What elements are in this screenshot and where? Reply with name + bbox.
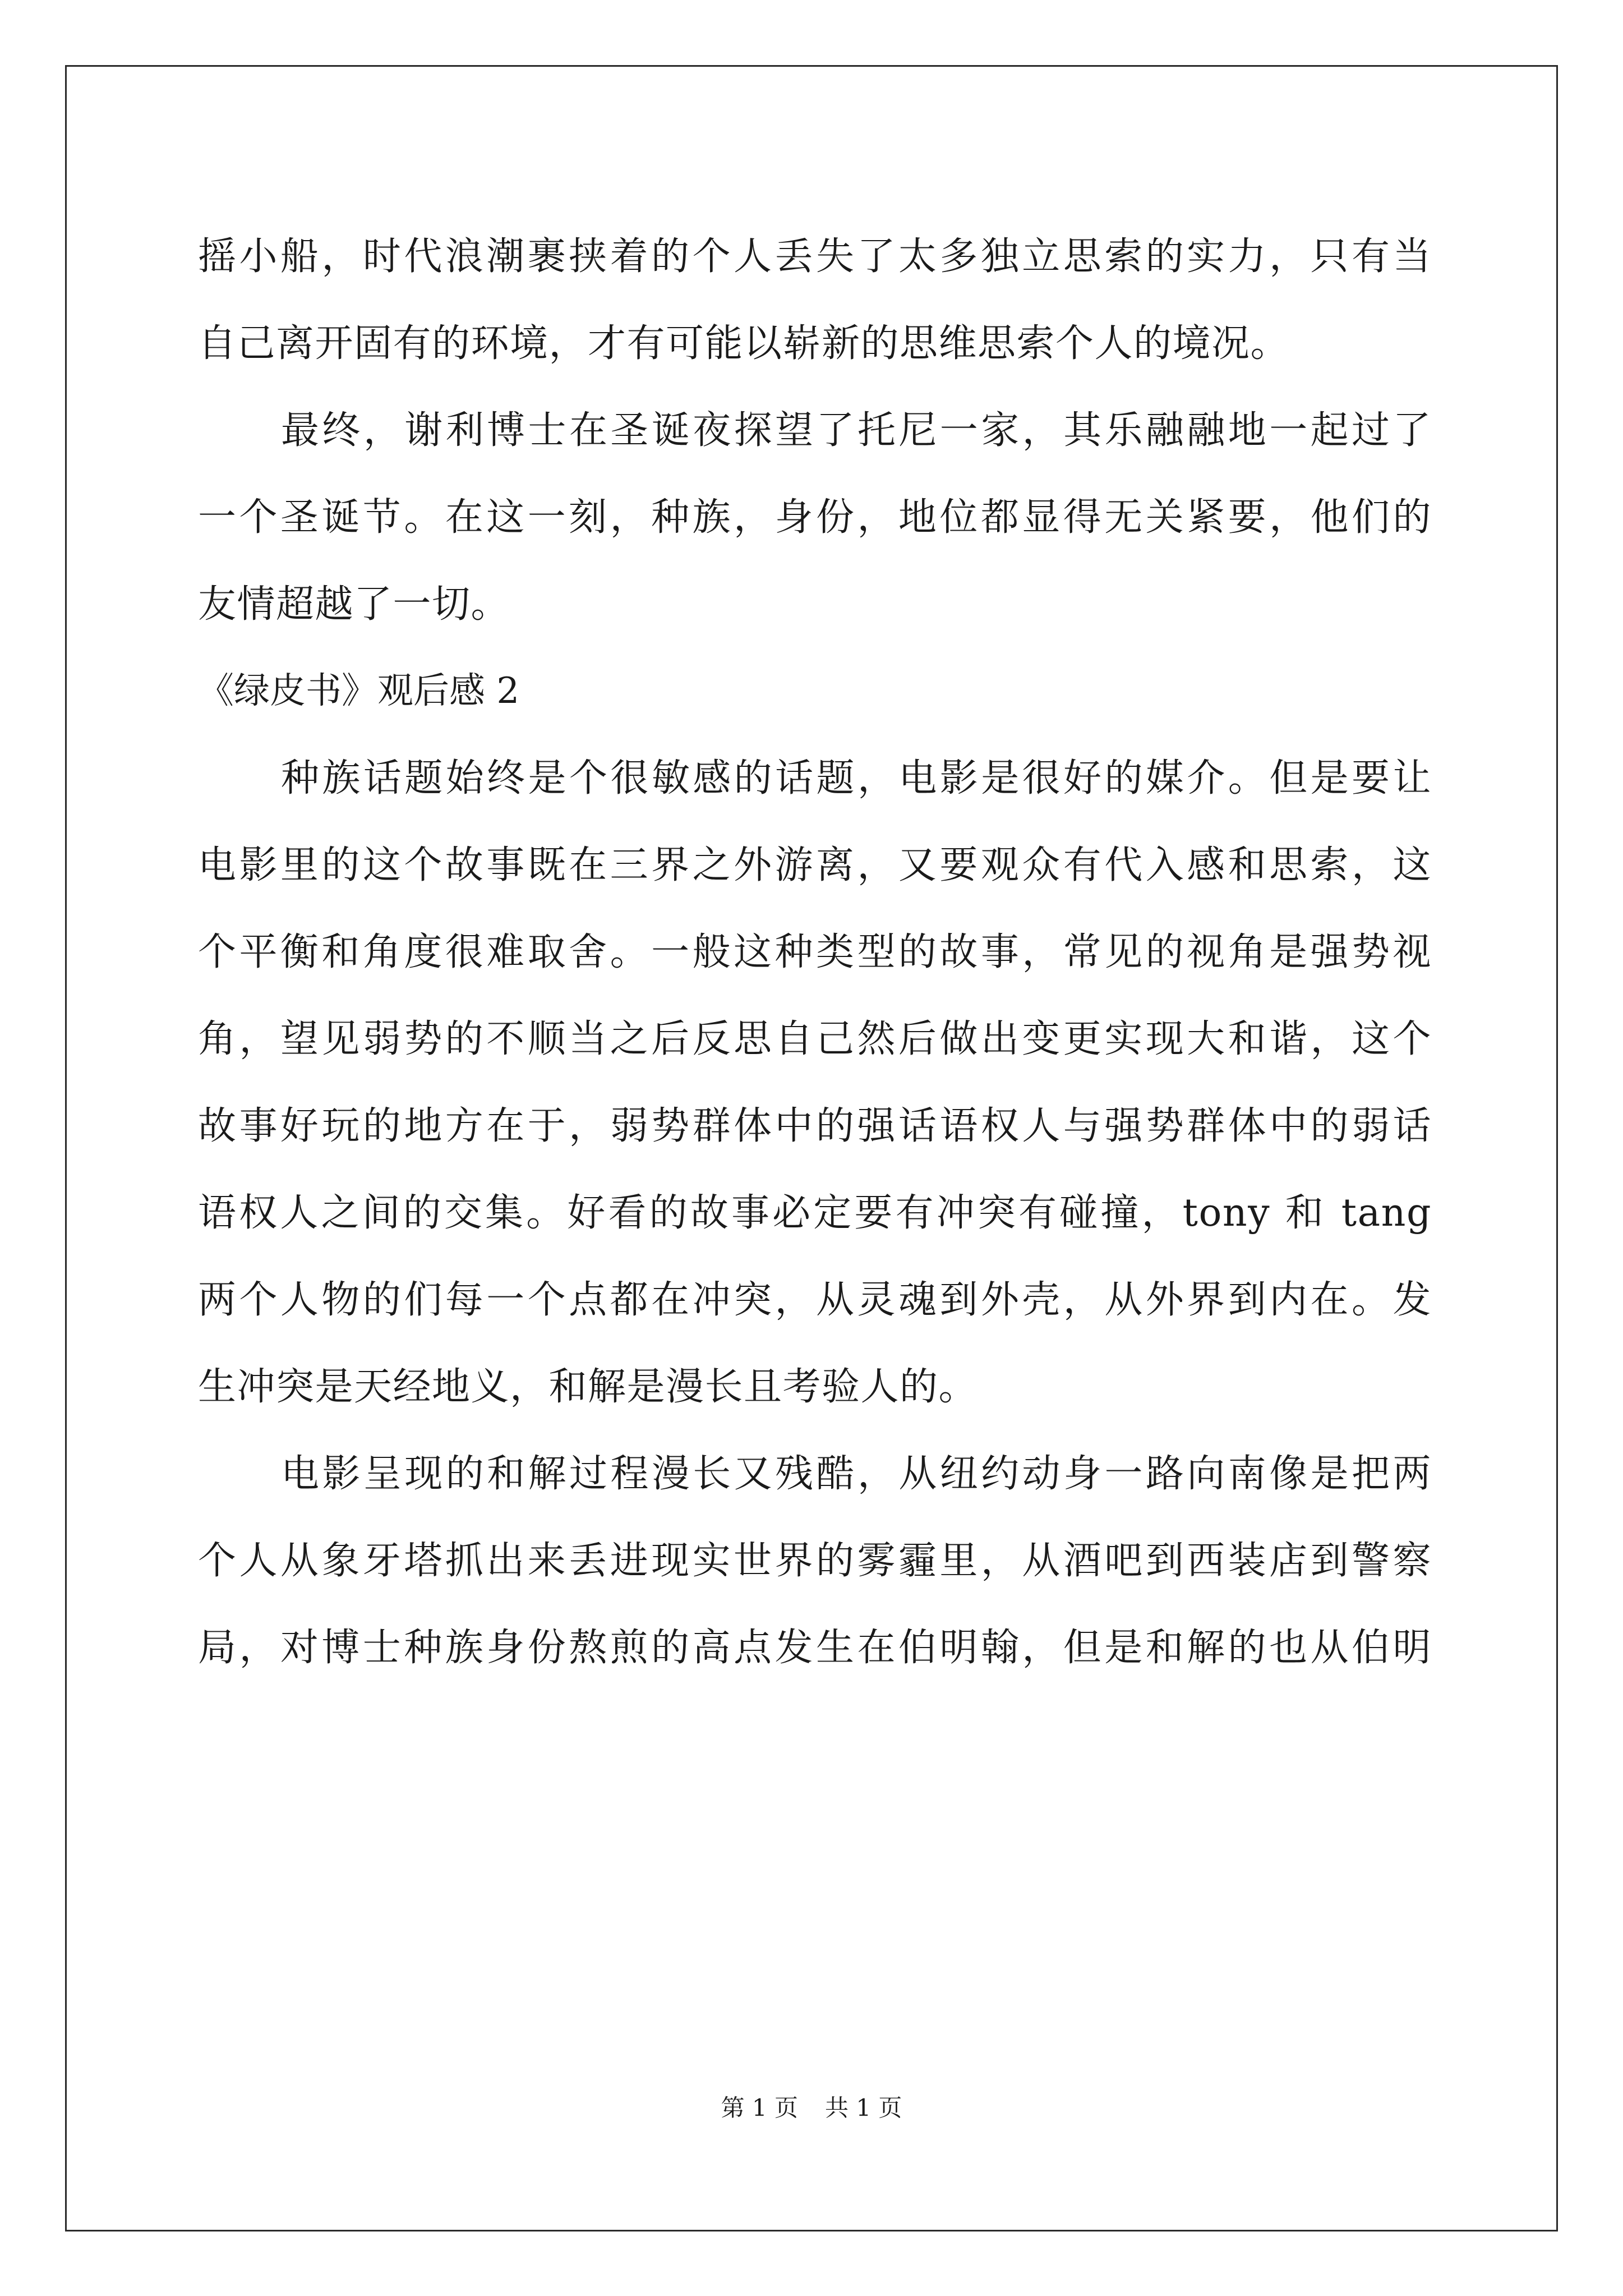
text-line: 个平衡和角度很难取舍。一般这种类型的故事，常见的视角是强势视 <box>198 930 1432 974</box>
page-number: 第 1 页 <box>721 2094 798 2122</box>
text-line: 摇小船，时代浪潮裹挟着的个人丢失了太多独立思索的实力，只有当 <box>198 234 1432 279</box>
section-heading: 《绿皮书》观后感 2 <box>198 670 520 712</box>
document-body <box>198 213 1432 1691</box>
text-line: 个人从象牙塔抓出来丢进现实世界的雾霾里，从酒吧到西装店到警察 <box>198 1539 1432 1583</box>
text-line: 自己离开固有的环境，才有可能以崭新的思维思索个人的境况。 <box>198 321 1290 366</box>
text-line: 语权人之间的交集。好看的故事必定要有冲突有碰撞，tony 和 tang <box>198 1191 1432 1235</box>
text-line: 角，望见弱势的不顺当之后反思自己然后做出变更实现大和谐，这个 <box>198 1017 1432 1061</box>
text-line: 生冲突是天经地义，和解是漫长且考验人的。 <box>198 1365 978 1409</box>
text-line: 故事好玩的地方在于，弱势群体中的强话语权人与强势群体中的弱话 <box>198 1104 1432 1148</box>
page-footer <box>0 2090 1623 2123</box>
text-line: 一个圣诞节。在这一刻，种族，身份，地位都显得无关紧要，他们的 <box>198 495 1432 540</box>
paragraph-start-line: 电影呈现的和解过程漫长又残酷，从纽约动身一路向南像是把两 <box>281 1452 1432 1496</box>
paragraph-start-line: 种族话题始终是个很敏感的话题，电影是很好的媒介。但是要让 <box>281 756 1432 800</box>
paragraph-start-line: 最终，谢利博士在圣诞夜探望了托尼一家，其乐融融地一起过了 <box>281 408 1432 453</box>
text-line: 局，对博士种族身份熬煎的高点发生在伯明翰，但是和解的也从伯明 <box>198 1626 1432 1670</box>
text-line: 电影里的这个故事既在三界之外游离，又要观众有代入感和思索，这 <box>198 843 1432 887</box>
text-line: 两个人物的们每一个点都在冲突，从灵魂到外壳，从外界到内在。发 <box>198 1278 1432 1322</box>
page-total: 共 1 页 <box>825 2094 902 2122</box>
text-line: 友情超越了一切。 <box>198 582 510 627</box>
